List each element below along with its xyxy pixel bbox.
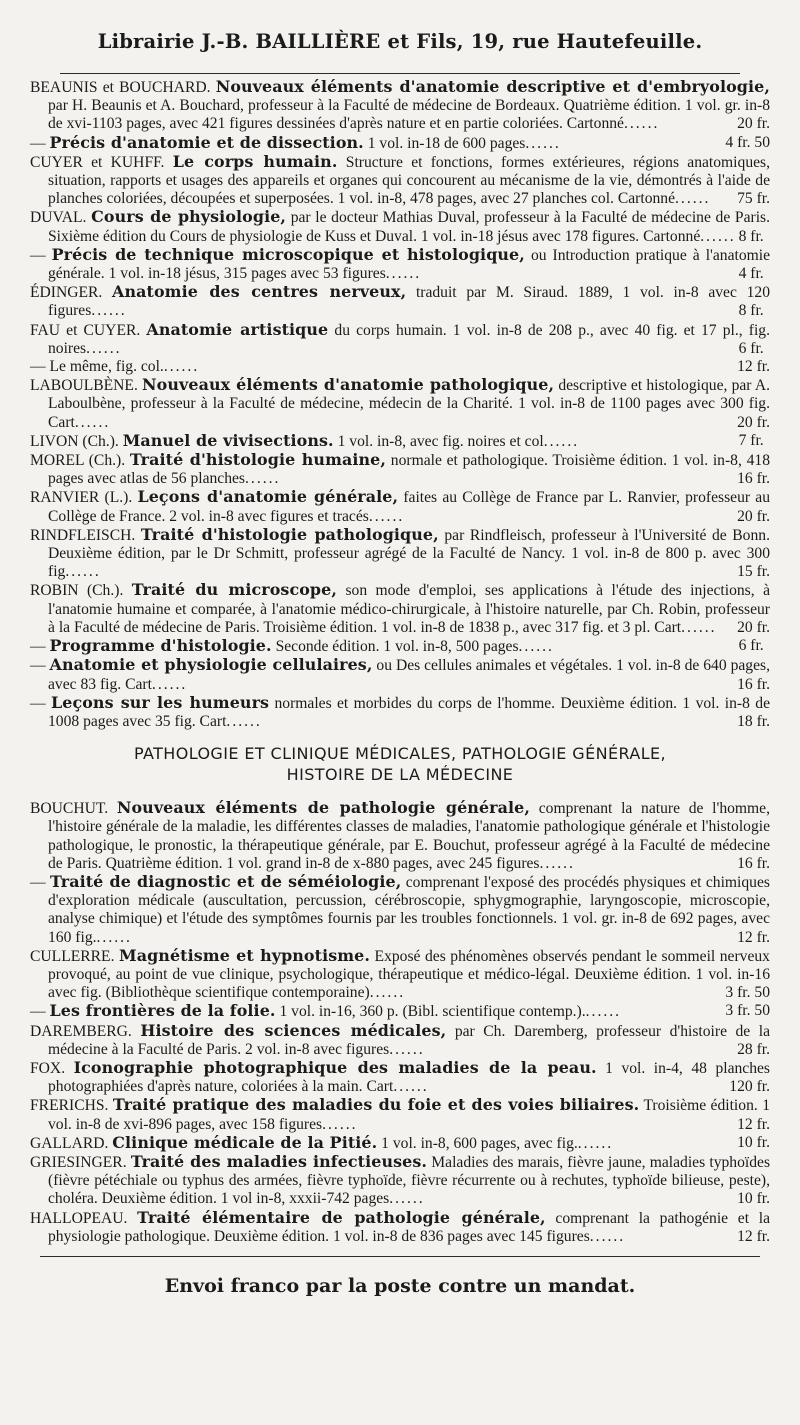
catalogue-page bbox=[30, 0, 770, 1297]
entry-author: CUYER et KUHFF. bbox=[30, 153, 173, 171]
entry-description: faites au Collège de France par L. Ranvier, professeur au Collège de France. 2 vol. in-8 avec figures et tracés bbox=[48, 489, 771, 525]
entry-title: Traité d'histologie pathologique, bbox=[140, 524, 439, 544]
catalogue-entry bbox=[30, 1096, 770, 1133]
leader-dots: ...... bbox=[675, 190, 711, 208]
catalogue-entry bbox=[30, 526, 770, 582]
entry-title: Leçons sur les humeurs bbox=[50, 692, 270, 712]
entry-author: — bbox=[30, 657, 50, 675]
catalogue-entry bbox=[30, 358, 770, 376]
entry-price: 20 fr. bbox=[737, 413, 770, 431]
catalogue-entry bbox=[30, 947, 770, 1003]
catalogue-entry bbox=[30, 246, 770, 283]
entry-author: RANVIER (L.). bbox=[30, 489, 138, 507]
leader-dots: ...... bbox=[543, 432, 580, 450]
catalogue-entry bbox=[30, 432, 770, 451]
entry-title: Programme d'histologie. bbox=[49, 636, 272, 656]
entry-description: comprenant la nature de l'homme, l'histoire générale de la maladie, les différentes classes de maladies, l'anatomie pathologique générale et l'histologie pathologique, le pronostic, la thérapeutique générale, par E. Bouchut, professeur agrégé à la Faculté de médecine de Paris. Quatrième édition. 1 vol. grand in-8 de x-880 pages, avec 245 figures bbox=[48, 800, 770, 872]
entry-price: 16 fr. bbox=[737, 854, 770, 872]
entry-description: par le docteur Mathias Duval, professeur à la Faculté de médecine de Paris. Sixième édition du Cours de physiologie de Kuss et Duval. 1 vol. in-18 jésus avec 178 figures. Cartonné bbox=[48, 209, 770, 245]
entry-description: comprenant la pathogénie et la physiologie pathologique. Deuxième édition. 1 vol. in-8 de 836 pages avec 145 figures bbox=[48, 1209, 771, 1245]
entry-author: ÉDINGER. bbox=[30, 284, 113, 302]
top-rule bbox=[60, 73, 740, 74]
entry-description: du corps humain. 1 vol. in-8 de 208 p., avec 40 fig. et 17 pl., fig. noires bbox=[48, 321, 770, 357]
entry-title: Traité des maladies infectieuses. bbox=[130, 1151, 428, 1171]
entry-author: GRIESINGER. bbox=[30, 1153, 131, 1171]
entry-title: Nouveaux éléments de pathologie générale, bbox=[116, 798, 530, 818]
catalogue-entry bbox=[30, 134, 770, 153]
entry-author: BOUCHUT. bbox=[30, 800, 117, 818]
entry-title: Traité pratique des maladies du foie et des voies biliaires. bbox=[112, 1095, 640, 1115]
leader-dots: ...... bbox=[700, 227, 736, 245]
entry-price: 4 fr. bbox=[738, 265, 764, 283]
entry-title: Le corps humain. bbox=[172, 151, 338, 171]
entry-title: Traité de diagnostic et de séméiologie, bbox=[49, 871, 402, 891]
entry-title: Anatomie et physiologie cellulaires, bbox=[49, 655, 373, 675]
leader-dots: ...... bbox=[393, 1078, 429, 1096]
entry-description: fig. col. bbox=[115, 358, 164, 376]
entry-price: 16 fr. bbox=[737, 470, 770, 488]
entry-price: 8 fr. bbox=[738, 227, 764, 245]
entry-price: 20 fr. bbox=[737, 507, 770, 525]
entry-description: 1 vol. in-8, 600 pages, avec fig. bbox=[381, 1134, 578, 1152]
entry-price: 18 fr. bbox=[737, 712, 770, 730]
catalogue-entry bbox=[30, 78, 770, 134]
entry-description: Structure et fonctions, formes extérieures, régions anatomiques, situation, rapports et usages des appareils et organes qui concourent au mécanisme de la vie, démontrés à l'aide de planches coloriées, découpées et superposées. 1 vol. in-8, 478 pages, avec 27 planches col. Cartonné bbox=[48, 153, 770, 208]
leader-dots: ...... bbox=[589, 1227, 626, 1245]
entry-description: normale et pathologique. Troisième édition. 1 vol. in-8, 418 pages avec atlas de 56 planches bbox=[48, 452, 770, 488]
entry-title: Clinique médicale de la Pitié. bbox=[112, 1132, 378, 1152]
entry-price: 12 fr. bbox=[737, 358, 770, 376]
entry-title: Traité élémentaire de pathologie générale, bbox=[137, 1207, 546, 1227]
catalogue-entry bbox=[30, 153, 770, 209]
leader-dots: ...... bbox=[151, 675, 188, 693]
entry-title: Traité du microscope, bbox=[131, 580, 337, 600]
leader-dots: ...... bbox=[74, 413, 111, 431]
catalogue-entry bbox=[30, 873, 770, 947]
leader-dots: ...... bbox=[539, 854, 575, 872]
catalogue-entry bbox=[30, 581, 770, 637]
leader-dots: ...... bbox=[163, 358, 200, 376]
entry-description: ou Introduction pratique à l'anatomie générale. 1 vol. in-18 jésus, 315 pages avec 53 figures bbox=[48, 246, 770, 283]
entry-description: ou Des cellules animales et végétales. 1 vol. in-8 de 640 pages, avec 83 fig. Cart bbox=[48, 657, 770, 693]
entry-price: 28 fr. bbox=[737, 1040, 770, 1058]
catalogue-entry bbox=[30, 451, 770, 488]
entry-description: comprenant l'exposé des procédés physiques et chimiques d'exploration médicale (auscultation, percussion, cérébroscopie, sphygmographie, laryngoscopie, microscopie, analyse chimique) et l'étude des symptômes fournis par les troubles fonctionnels. 1 vol. gr. in-8 de 692 pages, avec 160 fig. bbox=[48, 873, 770, 946]
catalogue-entry bbox=[30, 1153, 770, 1209]
catalogue-entry bbox=[30, 283, 770, 320]
entry-title: Cours de physiologie, bbox=[91, 207, 287, 227]
entry-author: — Le même, bbox=[30, 358, 116, 376]
entry-description: 1 vol. in-4, 48 planches photographiées d'après nature, coloriées à la main. Cart bbox=[48, 1059, 770, 1096]
entry-price: 6 fr. bbox=[738, 339, 764, 357]
entry-title: Nouveaux éléments d'anatomie descriptive et d'embryologie, bbox=[215, 77, 770, 96]
leader-dots: ...... bbox=[91, 302, 127, 320]
catalogue-entry bbox=[30, 321, 770, 358]
catalogue-entry bbox=[30, 656, 770, 693]
entry-price: 3 fr. 50 bbox=[725, 1002, 770, 1020]
entry-title: Histoire des sciences médicales, bbox=[140, 1020, 447, 1040]
leader-dots: ...... bbox=[96, 928, 132, 946]
entry-description: son mode d'emploi, ses applications à l'étude des injections, à l'anatomie humaine et comparée, à l'anatomie médico-chirurgicale, à l'histoire naturelle, par Ch. Robin, professeur à la Faculté de médecine de Paris. Troisième édition. 1 vol. in-8 de 1838 p., avec 317 fig. et 3 pl. Cart bbox=[48, 582, 771, 636]
entry-description: par Ch. Daremberg, professeur d'histoire de la médecine à la Faculté de Paris. 2 vol. in-8 avec figures bbox=[48, 1022, 770, 1058]
leader-dots: ...... bbox=[385, 265, 422, 283]
entry-author: HALLOPEAU. bbox=[30, 1209, 138, 1227]
leader-dots: ...... bbox=[226, 712, 262, 730]
catalogue-entry bbox=[30, 1002, 770, 1021]
entry-description: traduit par M. Siraud. 1889, 1 vol. in-8 avec 120 figures bbox=[48, 284, 770, 320]
entries-anatomy bbox=[30, 78, 770, 731]
entry-title: Anatomie artistique bbox=[146, 319, 329, 339]
entry-author: MOREL (Ch.). bbox=[30, 452, 130, 470]
entry-price: 12 fr. bbox=[737, 928, 770, 946]
entry-price: 120 fr. bbox=[729, 1078, 770, 1096]
entry-description: Seconde édition. 1 vol. in-8, 500 pages bbox=[275, 638, 519, 656]
entry-price: 75 fr. bbox=[737, 190, 770, 208]
entry-title: Nouveaux éléments d'anatomie pathologique, bbox=[142, 375, 555, 395]
catalogue-entry bbox=[30, 694, 770, 731]
leader-dots: ...... bbox=[245, 470, 281, 488]
leader-dots: ...... bbox=[86, 339, 122, 357]
entry-author: FAU et CUYER. bbox=[30, 321, 147, 339]
entry-author: — bbox=[30, 1003, 50, 1021]
catalogue-entry bbox=[30, 1022, 770, 1059]
entry-description: descriptive et histologique, par A. Laboulbène, professeur à la Faculté de médecine, médecin de la Charité. 1 vol. in-8 de 1100 pages avec 300 fig. Cart bbox=[48, 377, 770, 431]
entry-description: Exposé des phénomènes observés pendant le sommeil nerveux provoqué, au point de vue clinique, psychologique, thérapeutique et médico-légal. Deuxième édition. 1 vol. in-16 avec fig. (Bibliothèque scientifique contemporaine) bbox=[48, 947, 770, 1002]
entry-price: 15 fr. bbox=[737, 563, 770, 581]
entry-title: Leçons d'anatomie générale, bbox=[137, 487, 399, 507]
entry-price: 3 fr. 50 bbox=[725, 984, 770, 1002]
entry-author: ROBIN (Ch.). bbox=[30, 582, 132, 600]
bottom-rule bbox=[40, 1256, 760, 1257]
catalogue-entry bbox=[30, 1134, 770, 1153]
entry-description: Maladies des marais, fièvre jaune, maladies typhoïdes (fièvre pétéchiale ou typhus des armées, fièvre typhoïde, fièvre récurrente ou à rechutes, typhoïde bilieuse, peste), choléra. Deuxième édition. 1 vol in-8, xxxii-742 pages bbox=[48, 1153, 771, 1208]
entry-price: 4 fr. 50 bbox=[725, 133, 770, 151]
entry-price: 8 fr. bbox=[738, 302, 764, 320]
entry-price: 12 fr. bbox=[737, 1227, 770, 1245]
catalogue-entry bbox=[30, 1059, 770, 1096]
leader-dots: ...... bbox=[369, 984, 406, 1002]
leader-dots: ...... bbox=[681, 618, 717, 636]
leader-dots: ...... bbox=[585, 1003, 622, 1021]
entry-price: 10 fr. bbox=[737, 1133, 770, 1151]
section-heading-line-1: PATHOLOGIE ET CLINIQUE MÉDICALES, PATHOLOGIE GÉNÉRALE, bbox=[133, 744, 667, 764]
entry-price: 16 fr. bbox=[737, 675, 770, 693]
entry-author: LIVON (Ch.). bbox=[30, 432, 123, 450]
entry-price: 10 fr. bbox=[737, 1190, 770, 1208]
entry-title: Iconographie photographique des maladies de la peau. bbox=[73, 1057, 597, 1077]
page-header: Librairie J.-B. BAILLIÈRE et Fils, 19, rue Hautefeuille. bbox=[97, 30, 703, 53]
entry-author: CULLERRE. bbox=[30, 947, 119, 965]
leader-dots: ...... bbox=[389, 1040, 425, 1058]
entry-author: FOX. bbox=[30, 1059, 74, 1077]
entry-author: DUVAL. bbox=[30, 209, 92, 227]
entry-title: Les frontières de la folie. bbox=[49, 1001, 276, 1021]
entry-author: — bbox=[30, 134, 50, 152]
leader-dots: ...... bbox=[368, 507, 405, 525]
catalogue-entry bbox=[30, 799, 770, 873]
entry-title: Précis d'anatomie et de dissection. bbox=[49, 132, 364, 152]
entry-price: 20 fr. bbox=[737, 618, 770, 636]
entry-description: normales et morbides du corps de l'homme. Deuxième édition. 1 vol. in-8 de 1008 pages avec 35 fig. Cart bbox=[48, 694, 770, 730]
section-heading bbox=[30, 743, 770, 785]
section-heading-line-2: HISTOIRE DE LA MÉDECINE bbox=[286, 765, 514, 785]
entry-description: par H. Beaunis et A. Bouchard, professeur à la Faculté de médecine de Bordeaux. Quatrième édition. 1 vol. gr. in-8 de xvi-1103 pages, avec 421 figures dessinées d'après nature et en partie coloriées. Cartonné bbox=[48, 97, 770, 133]
entry-description: 1 vol. in-16, 360 p. (Bibl. scientifique contemp.). bbox=[279, 1003, 586, 1021]
leader-dots: ...... bbox=[623, 115, 660, 133]
entry-price: 20 fr. bbox=[737, 115, 770, 133]
leader-dots: ...... bbox=[322, 1115, 358, 1133]
entry-description: Troisième édition. 1 vol. in-8 de xvi-896 pages, avec 158 figures bbox=[48, 1097, 770, 1133]
entry-title: Précis de technique microscopique et histologique, bbox=[51, 244, 525, 264]
leader-dots: ...... bbox=[389, 1190, 425, 1208]
entry-description: par Rindfleisch, professeur à l'Université de Bonn. Deuxième édition, par le Dr Schmitt, professeur agrégé de la Faculté de Nancy. 1 vol. in-8 de 800 p. avec 300 fig bbox=[48, 526, 770, 581]
entry-author: — bbox=[30, 873, 50, 891]
leader-dots: ...... bbox=[525, 134, 561, 152]
leader-dots: ...... bbox=[65, 563, 101, 581]
entry-price: 7 fr. bbox=[738, 431, 764, 449]
catalogue-entry bbox=[30, 1209, 770, 1246]
entry-author: — bbox=[30, 246, 52, 264]
entries-pathology bbox=[30, 799, 770, 1246]
entry-title: Anatomie des centres nerveux, bbox=[112, 282, 407, 302]
entry-author: DAREMBERG. bbox=[30, 1022, 141, 1040]
entry-title: Magnétisme et hypnotisme. bbox=[119, 945, 371, 965]
entry-price: 6 fr. bbox=[738, 637, 764, 655]
catalogue-entry bbox=[30, 488, 770, 525]
catalogue-entry bbox=[30, 376, 770, 432]
entry-title: Traité d'histologie humaine, bbox=[129, 450, 387, 470]
entry-author: LABOULBÈNE. bbox=[30, 377, 143, 395]
catalogue-entry bbox=[30, 637, 770, 656]
page-footer: Envoi franco par la poste contre un mandat. bbox=[164, 1274, 636, 1297]
leader-dots: ...... bbox=[577, 1134, 614, 1152]
entry-description: 1 vol. in-18 de 600 pages bbox=[367, 134, 526, 152]
catalogue-entry bbox=[30, 208, 770, 245]
entry-author: — bbox=[30, 638, 50, 656]
entry-author: BEAUNIS et BOUCHARD. bbox=[30, 79, 216, 96]
entry-description: 1 vol. in-8, avec fig. noires et col bbox=[337, 432, 544, 450]
leader-dots: ...... bbox=[518, 638, 554, 656]
entry-price: 12 fr. bbox=[737, 1115, 770, 1133]
entry-author: FRERICHS. bbox=[30, 1097, 113, 1115]
entry-title: Manuel de vivisections. bbox=[122, 430, 334, 450]
entry-author: — bbox=[30, 694, 51, 712]
entry-author: RINDFLEISCH. bbox=[30, 526, 141, 544]
entry-author: GALLARD. bbox=[30, 1134, 113, 1152]
